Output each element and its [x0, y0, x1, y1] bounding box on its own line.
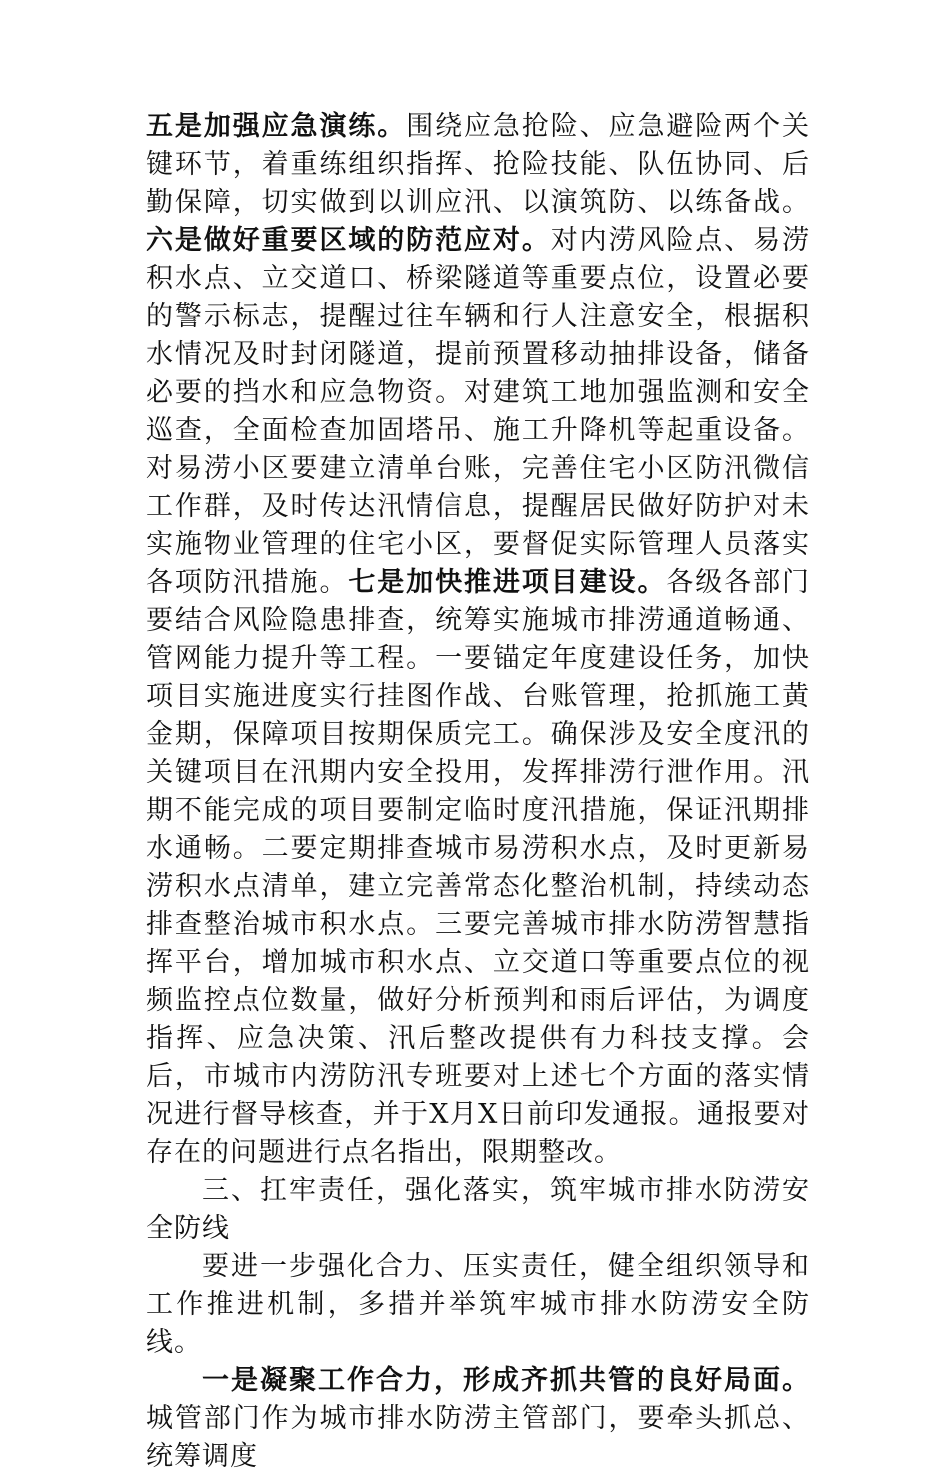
point-six-heading: 六是做好重要区域的防范应对。 [146, 225, 551, 256]
paragraph-measures-5-7 [146, 108, 810, 1172]
point-seven-heading: 七是加快推进项目建设。 [348, 567, 667, 598]
point-one-text: 城管部门作为城市排水防涝主管部门，要牵头抓总、统筹调度 [146, 1403, 810, 1472]
point-seven-text: 各级各部门要结合风险隐患排查，统筹实施城市排涝通道畅通、管网能力提升等工程。一要锚定年度建设任务，加快项目实施进度实行挂图作战、台账管理，抢抓施工黄金期，保障项目按期保质完工。确保涉及安全度汛的关键项目在汛期内安全投用，发挥排涝行泄作用。汛期不能完成的项目要制定临时度汛措施，保证汛期排水通畅。二要定期排查城市易涝积水点，及时更新易涝积水点清单，建立完善常态化整治机制，持续动态排查整治城市积水点。三要完善城市排水防涝智慧指挥平台，增加城市积水点、立交道口等重要点位的视频监控点位数量，做好分析预判和雨后评估，为调度指挥、应急决策、汛后整改提供有力科技支撑。会后，市城市内涝防汛专班要对上述七个方面的落实情况进行督导核查，并于X月X日前印发通报。通报要对存在的问题进行点名指出，限期整改。 [146, 567, 811, 1168]
point-one-heading: 一是凝聚工作合力，形成齐抓共管的良好局面。 [202, 1365, 810, 1396]
point-five-text: 围绕应急抢险、应急避险两个关键环节，着重练组织指挥、抢险技能、队伍协同、后勤保障，切实做到以训应汛、以演筑防、以练备战。 [146, 111, 811, 218]
point-five-heading: 五是加强应急演练。 [146, 111, 407, 142]
section-three-heading: 三、扛牢责任，强化落实，筑牢城市排水防涝安全防线 [146, 1175, 810, 1244]
paragraph-point-one [146, 1362, 810, 1476]
section-three-intro: 要进一步强化合力、压实责任，健全组织领导和工作推进机制，多措并举筑牢城市排水防涝安全防线。 [146, 1251, 810, 1358]
document-body [146, 108, 810, 1476]
point-six-text: 对内涝风险点、易涝积水点、立交道口、桥梁隧道等重要点位，设置必要的警示标志，提醒过往车辆和行人注意安全，根据积水情况及时封闭隧道，提前预置移动抽排设备，储备必要的挡水和应急物资。对建筑工地加强监测和安全巡查，全面检查加固塔吊、施工升降机等起重设备。对易涝小区要建立清单台账，完善住宅小区防汛微信工作群，及时传达汛情信息，提醒居民做好防护对未实施物业管理的住宅小区，要督促实际管理人员落实各项防汛措施。 [146, 225, 811, 598]
